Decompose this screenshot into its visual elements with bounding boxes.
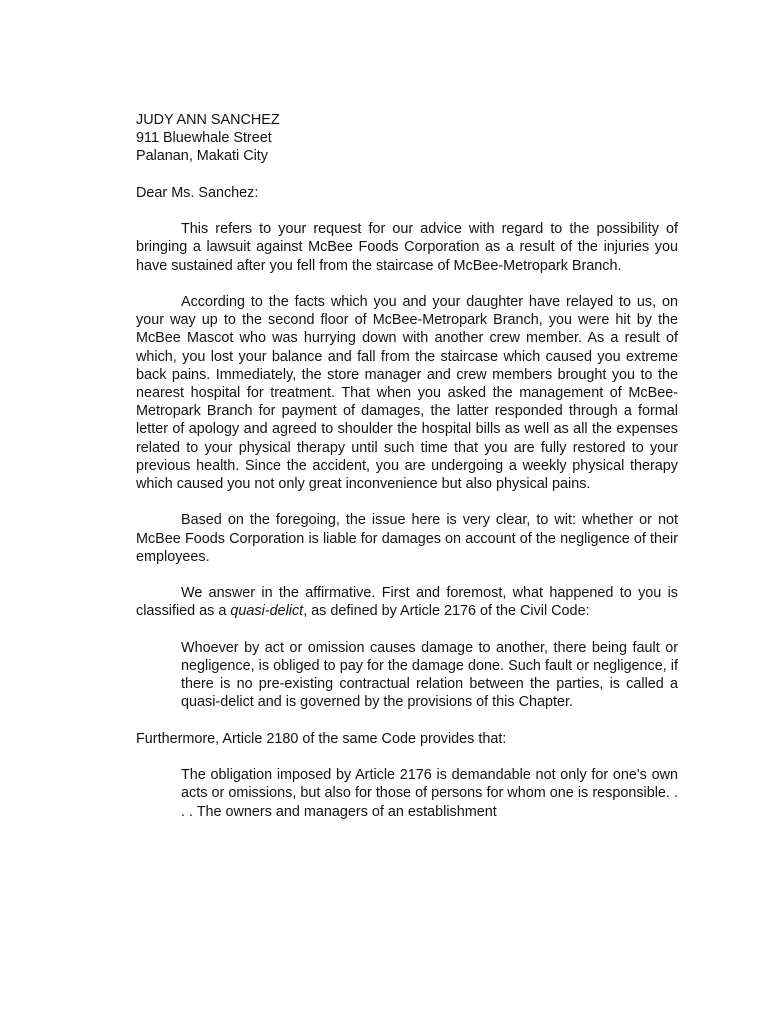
paragraph-answer: [136, 584, 678, 620]
paragraph-article-2180-intro: Furthermore, Article 2180 of the same Code provides that:: [136, 730, 507, 747]
paragraph-answer-text-before: We answer in the affirmative. First and foremost, what happened to you is classified as a: [136, 585, 678, 620]
recipient-name: JUDY ANN SANCHEZ: [136, 112, 280, 128]
salutation: Dear Ms. Sanchez:: [136, 184, 259, 201]
paragraph-issue: Based on the foregoing, the issue here is very clear, to wit: whether or not McBee Foods Corporation is liable for damages on account of the negligence of their employees.: [136, 512, 678, 565]
recipient-city: Palanan, Makati City: [136, 148, 268, 165]
paragraph-answer-text-after: , as defined by Article 2176 of the Civil Code:: [303, 603, 590, 620]
letter-body: [136, 111, 678, 839]
article-2180-quote: The obligation imposed by Article 2176 is demandable not only for one's own acts or omissions, but also for those of persons for whom one is responsible. . . . The owners and managers of an establishment: [181, 767, 678, 820]
paragraph-request: This refers to your request for our advice with regard to the possibility of bringing a lawsuit against McBee Foods Corporation as a result of the injuries you have sustained after you fell from the staircase of McBee-Metropark Branch.: [136, 221, 678, 274]
recipient-street: 911 Bluewhale Street: [136, 130, 272, 147]
quasi-delict-emphasis: quasi-delict: [230, 603, 304, 620]
paragraph-facts: According to the facts which you and your daughter have relayed to us, on your way up to the second floor of McBee-Metropark Branch, you were hit by the McBee Mascot who was hurrying down with another crew member. As a result of which, you lost your balance and fall from the staircase which caused you extreme back pains. Immediately, the store manager and crew members brought you to the nearest hospital for treatment. That when you asked the management of McBee-Metropark Branch for payment of damages, the latter responded through a formal letter of apology and agreed to shoulder the hospital bills as well as all the expenses related to your physical therapy until such time that you are fully restored to your previous health. Since the accident, you are undergoing a weekly physical therapy which caused you not only great inconvenience but also physical pains.: [136, 293, 678, 493]
recipient-address: [136, 111, 678, 166]
article-2176-quote: Whoever by act or omission causes damage to another, there being fault or negligence, is obliged to pay for the damage done. Such fault or negligence, if there is no pre-existing contractual relation between the parties, is called a quasi-delict and is governed by the provisions of this Chapter.: [181, 639, 678, 711]
